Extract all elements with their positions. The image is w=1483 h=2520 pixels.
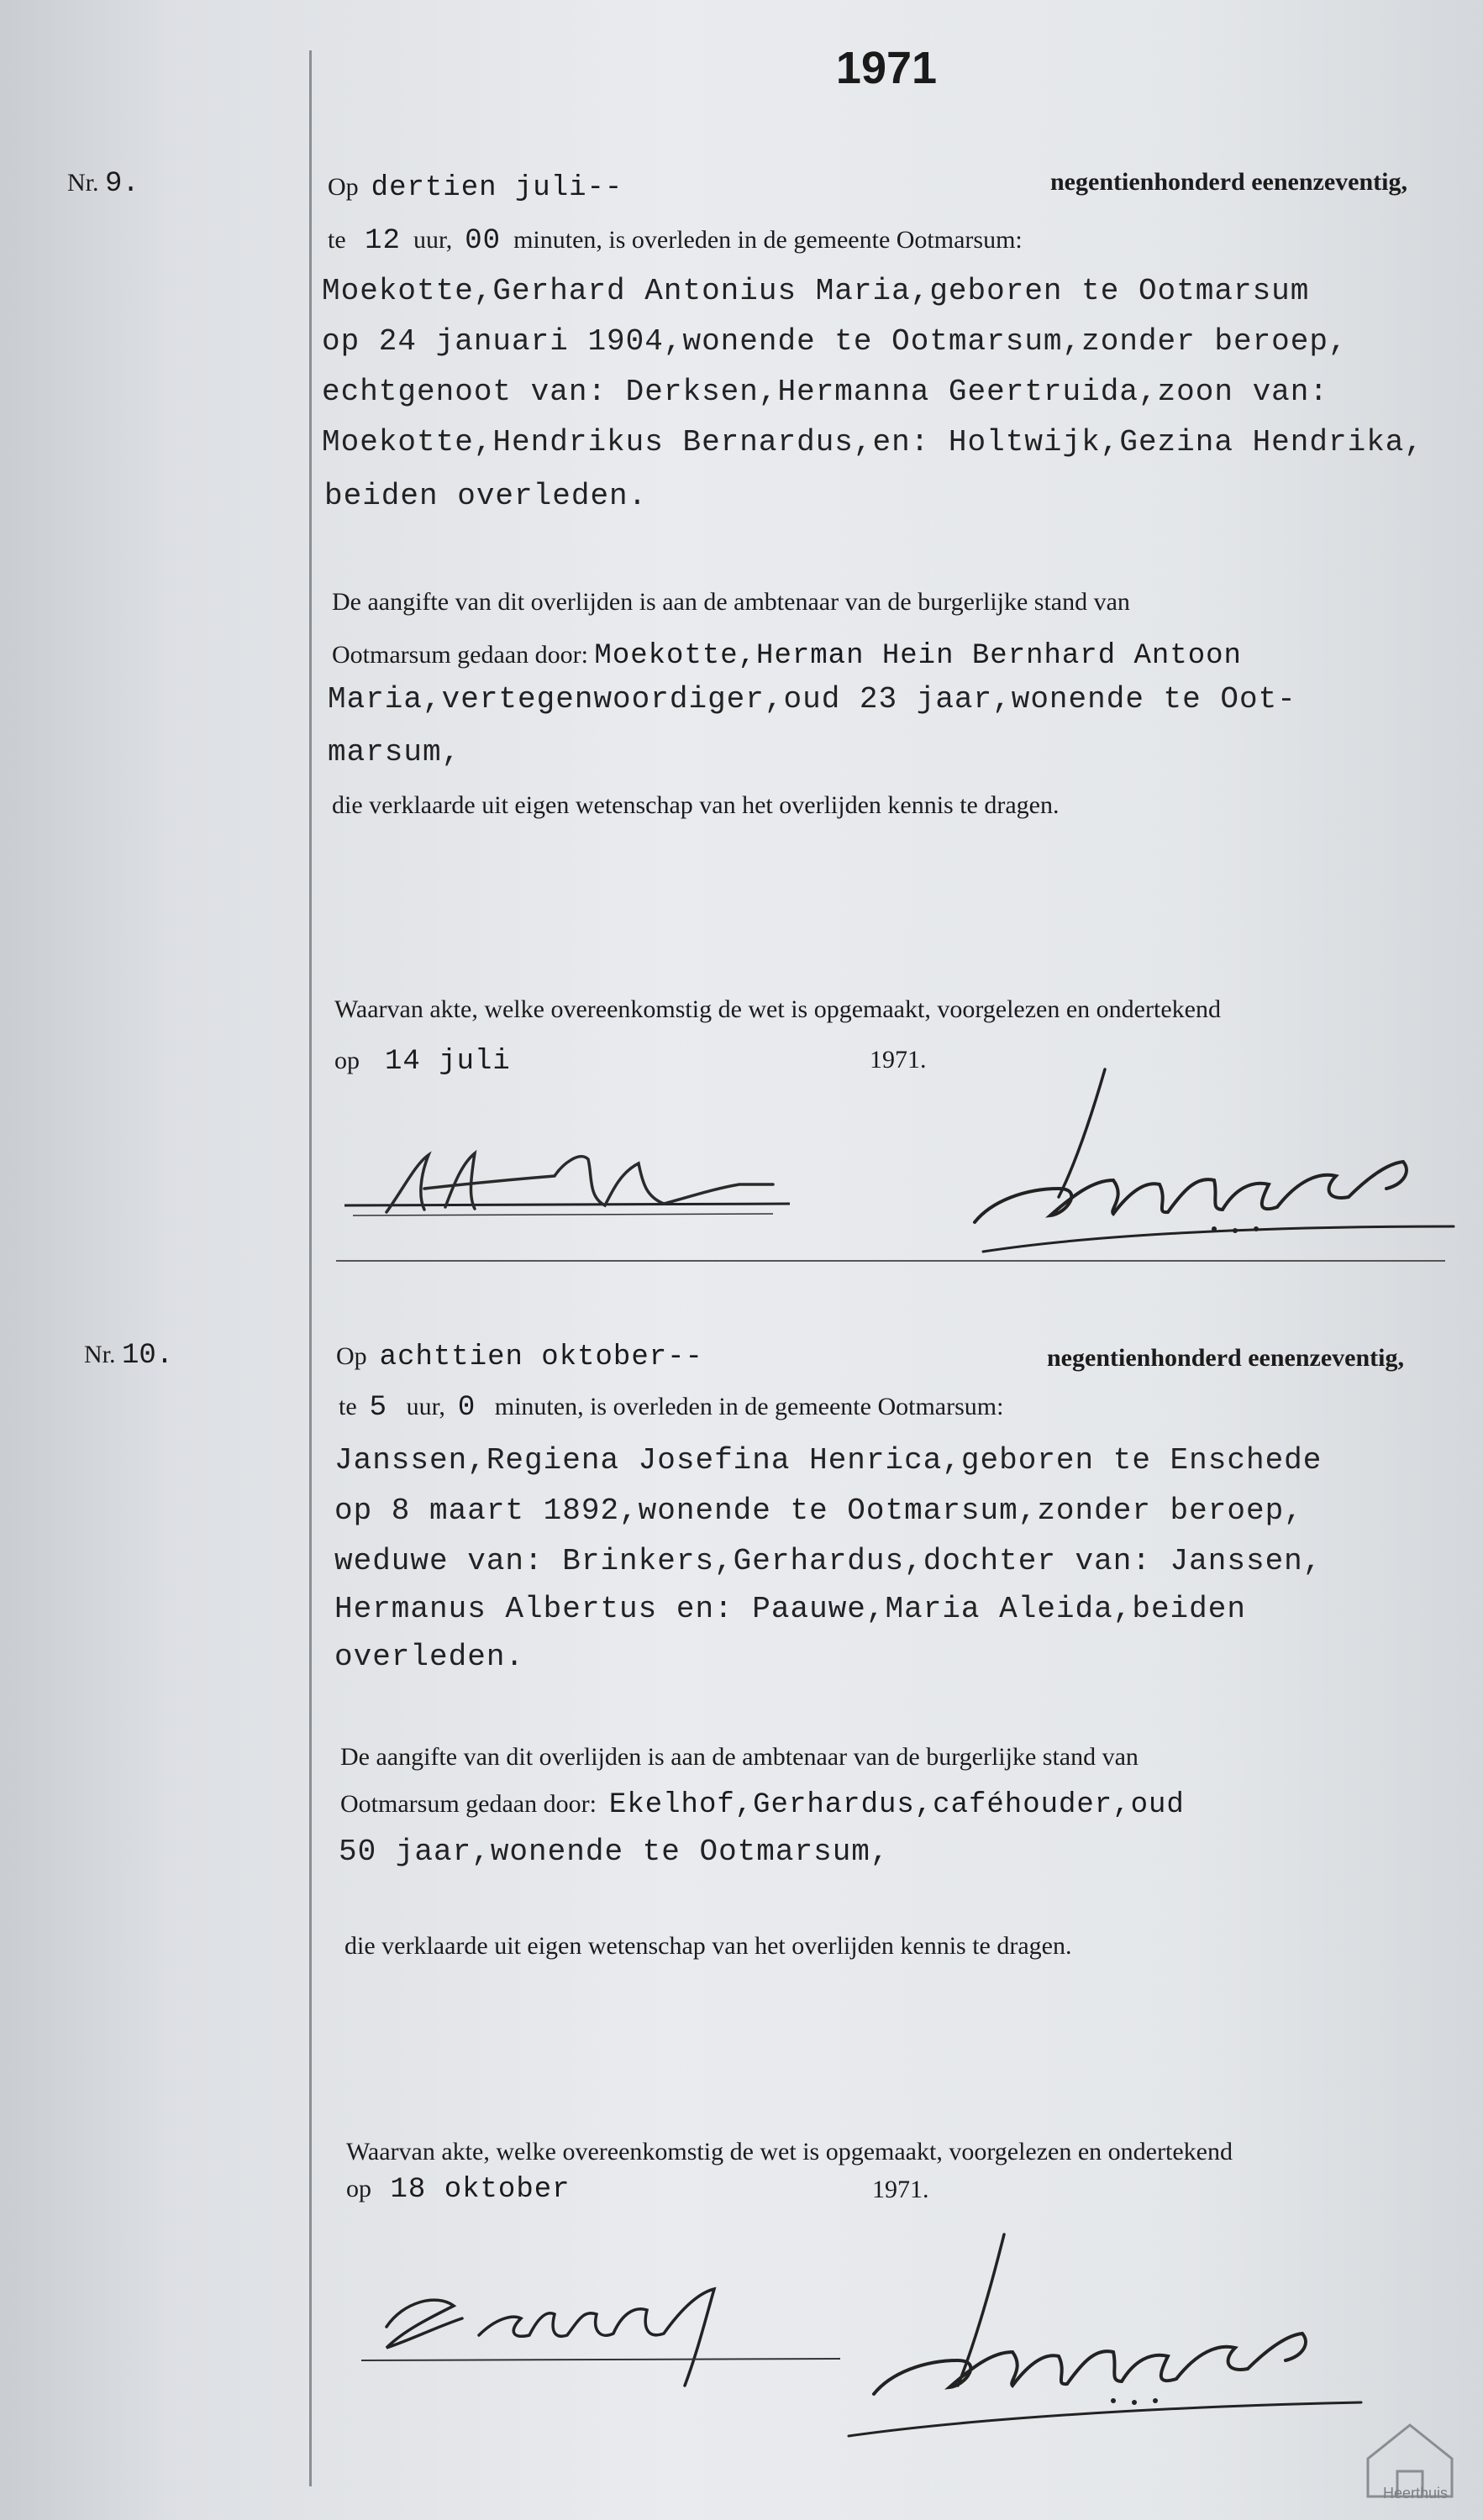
- signing-date-line: [334, 1046, 511, 1078]
- verklaarde-line: die verklaarde uit eigen wetenschap van het overlijden kennis te dragen.: [344, 1932, 1072, 1960]
- minutes-rest: minuten, is overleden in de gemeente Ootmarsum:: [494, 1393, 1004, 1420]
- waarvan-line: Waarvan akte, welke overeenkomstig de wet is opgemaakt, voorgelezen en ondertekend: [346, 2138, 1233, 2166]
- signing-date: 14 juli: [385, 1046, 511, 1078]
- page-year: 1971: [835, 43, 938, 93]
- record-number-value: 10.: [122, 1340, 174, 1372]
- uur-label: uur,: [413, 226, 453, 254]
- line-time: [339, 1392, 1003, 1424]
- typed-line: overleden.: [334, 1640, 525, 1674]
- aangifte-line: De aangifte van dit overlijden is aan de ambtenaar van de burgerlijke stand van: [332, 588, 1130, 616]
- signing-year: 1971.: [872, 2176, 929, 2203]
- typed-line: op 24 januari 1904,wonende te Ootmarsum,zonder beroep,: [322, 324, 1348, 359]
- year-in-words: negentienhonderd eenenzeventig,: [1050, 168, 1407, 196]
- gedaan-door-label: Ootmarsum gedaan door:: [340, 1790, 597, 1818]
- record-number-value: 9.: [105, 168, 139, 200]
- waarvan-line: Waarvan akte, welke overeenkomstig de wet is opgemaakt, voorgelezen en ondertekend: [334, 995, 1221, 1023]
- death-date: achttien oktober--: [379, 1341, 703, 1373]
- watermark-text: Heerthuis: [1383, 2485, 1449, 2502]
- typed-line: weduwe van: Brinkers,Gerhardus,dochter van: Janssen,: [334, 1544, 1323, 1578]
- gedaan-door-label: Ootmarsum gedaan door:: [332, 641, 588, 669]
- op-label: op: [334, 1047, 360, 1074]
- line-time: [328, 225, 1023, 257]
- typed-line: Maria,vertegenwoordiger,oud 23 jaar,wonende te Oot-: [328, 682, 1296, 717]
- op-label: op: [346, 2175, 371, 2202]
- aangifte-declarant-line: [340, 1789, 1185, 1821]
- declarant-signature: [353, 2268, 857, 2394]
- record-separator: [336, 1260, 1445, 1262]
- hour-value: 12: [365, 225, 401, 257]
- typed-line: Moekotte,Gerhard Antonius Maria,geboren te Ootmarsum: [322, 274, 1310, 308]
- verklaarde-line: die verklaarde uit eigen wetenschap van het overlijden kennis te dragen.: [332, 791, 1060, 819]
- declarant-name: Moekotte,Herman Hein Bernhard Antoon: [594, 640, 1242, 672]
- signing-year: 1971.: [870, 1046, 927, 1074]
- minutes-value: 0: [457, 1392, 476, 1424]
- te-label: te: [339, 1393, 357, 1420]
- aangifte-line: De aangifte van dit overlijden is aan de ambtenaar van de burgerlijke stand van: [340, 1743, 1139, 1771]
- typed-line: op 8 maart 1892,wonende te Ootmarsum,zonder beroep,: [334, 1494, 1303, 1528]
- typed-line: echtgenoot van: Derksen,Hermanna Geertruida,zoon van:: [322, 375, 1328, 409]
- typed-line: Hermanus Albertus en: Paauwe,Maria Aleida,beiden: [334, 1592, 1246, 1626]
- typed-line: marsum,: [328, 735, 461, 769]
- death-date: dertien juli--: [371, 172, 623, 204]
- minutes-rest: minuten, is overleden in de gemeente Ootmarsum:: [513, 226, 1023, 254]
- op-label: Op: [328, 173, 359, 201]
- record-number: [84, 1340, 173, 1372]
- uur-label: uur,: [406, 1393, 445, 1420]
- declarant-signature: [336, 1138, 807, 1231]
- signing-date: 18 oktober: [390, 2174, 571, 2206]
- minutes-value: 00: [465, 225, 502, 257]
- op-label: Op: [336, 1342, 367, 1370]
- line-date: [328, 172, 623, 204]
- record-number: [67, 168, 139, 200]
- typed-line: Janssen,Regiena Josefina Henrica,geboren te Enschede: [334, 1443, 1323, 1478]
- record-number-label: Nr.: [84, 1341, 116, 1368]
- margin-rule: [309, 50, 312, 2486]
- line-date: [336, 1341, 703, 1373]
- registrar-signature: [966, 1063, 1470, 1264]
- hour-value: 5: [369, 1392, 388, 1424]
- record-number-label: Nr.: [67, 169, 99, 197]
- te-label: te: [328, 226, 346, 254]
- typed-line: Moekotte,Hendrikus Bernardus,en: Holtwijk,Gezina Hendrika,: [322, 425, 1424, 459]
- declarant-name: Ekelhof,Gerhardus,caféhouder,oud: [608, 1789, 1185, 1821]
- registrar-signature: [840, 2226, 1378, 2444]
- typed-line: 50 jaar,wonende te Ootmarsum,: [339, 1835, 890, 1869]
- aangifte-declarant-line: [332, 640, 1242, 672]
- signing-date-line: [346, 2174, 571, 2206]
- typed-line: beiden overleden.: [324, 479, 648, 513]
- year-in-words: negentienhonderd eenenzeventig,: [1047, 1344, 1404, 1372]
